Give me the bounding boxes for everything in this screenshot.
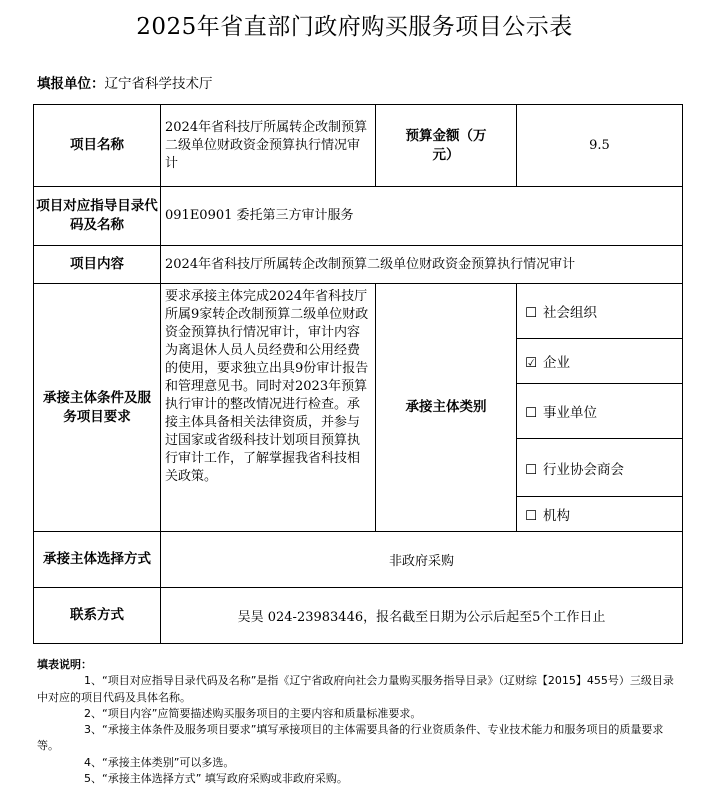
category-option-industry-association[interactable]: ☐ 行业协会商会 <box>517 439 683 497</box>
checkbox-icon: ☐ <box>525 461 538 478</box>
requirements-value: 要求承接主体完成2024年省科技厅所属9家转企改制预算二级单位财政资金预算执行情况审计，审计内容为离退休人员人员经费和公用经费的使用，要求独立出具9份审计报告和管理意见书。同时对2023年预算执行审计的整改情况进行检查。承接主体具备相关法律资质，并参与过国家或省级科技计划项目预算执行审计工作，了解掌握我省科技相关政策。 <box>161 284 376 532</box>
content-value: 2024年省科技厅所属转企改制预算二级单位财政资金预算执行情况审计 <box>161 246 683 284</box>
note-item: 2、“项目内容”应简要描述购买服务项目的主要内容和质量标准要求。 <box>84 706 422 720</box>
catalog-value: 091E0901 委托第三方审计服务 <box>161 187 683 246</box>
category-option-enterprise[interactable]: ☑ 企业 <box>517 339 683 384</box>
reporting-unit-value: 辽宁省科学技术厅 <box>104 76 213 92</box>
checkbox-checked-icon: ☑ <box>525 355 538 371</box>
checkbox-icon: ☐ <box>525 405 538 421</box>
project-name-value: 2024年省科技厅所属转企改制预算二级单位财政资金预算执行情况审计 <box>161 105 376 187</box>
form-notes <box>37 657 682 787</box>
category-option-agency[interactable]: ☐ 机构 <box>517 497 683 532</box>
catalog-label: 项目对应指导目录代码及名称 <box>34 187 161 246</box>
project-table <box>33 104 683 644</box>
requirements-label: 承接主体条件及服务项目要求 <box>34 284 161 532</box>
content-label: 项目内容 <box>34 246 161 284</box>
selection-method-value: 非政府采购 <box>161 532 683 588</box>
project-name-label: 项目名称 <box>34 105 161 187</box>
budget-label: 预算金额（万元） <box>376 105 517 187</box>
page-title: 2025年省直部门政府购买服务项目公示表 <box>136 14 573 40</box>
reporting-unit-label: 填报单位： <box>37 76 105 92</box>
note-item: 3、“承接主体条件及服务项目要求”填写承接项目的主体需要具备的行业资质条件、专业技术能力和服务项目的质量要求等。 <box>37 723 664 753</box>
budget-value: 9.5 <box>517 105 683 187</box>
category-option-social-org[interactable]: ☐ 社会组织 <box>517 284 683 339</box>
checkbox-icon: ☐ <box>525 508 538 524</box>
note-item: 5、“承接主体选择方式” 填写政府采购或非政府采购。 <box>84 772 348 786</box>
contact-label: 联系方式 <box>34 588 161 644</box>
contact-value: 吴昊 024-23983446，报名截至日期为公示后起至5个工作日止 <box>161 588 683 644</box>
note-item: 4、“承接主体类别”可以多选。 <box>84 755 235 769</box>
notes-title: 填表说明： <box>37 658 92 671</box>
category-option-public-institution[interactable]: ☐ 事业单位 <box>517 384 683 439</box>
category-label: 承接主体类别 <box>376 284 517 532</box>
reporting-unit <box>37 72 213 92</box>
note-item: 1、“项目对应指导目录代码及名称”是指《辽宁省政府向社会力量购买服务指导目录》（辽财综【2015】455号）三级目录中对应的项目代码及具体名称。 <box>37 674 674 704</box>
checkbox-icon: ☐ <box>525 305 538 321</box>
selection-method-label: 承接主体选择方式 <box>34 532 161 588</box>
